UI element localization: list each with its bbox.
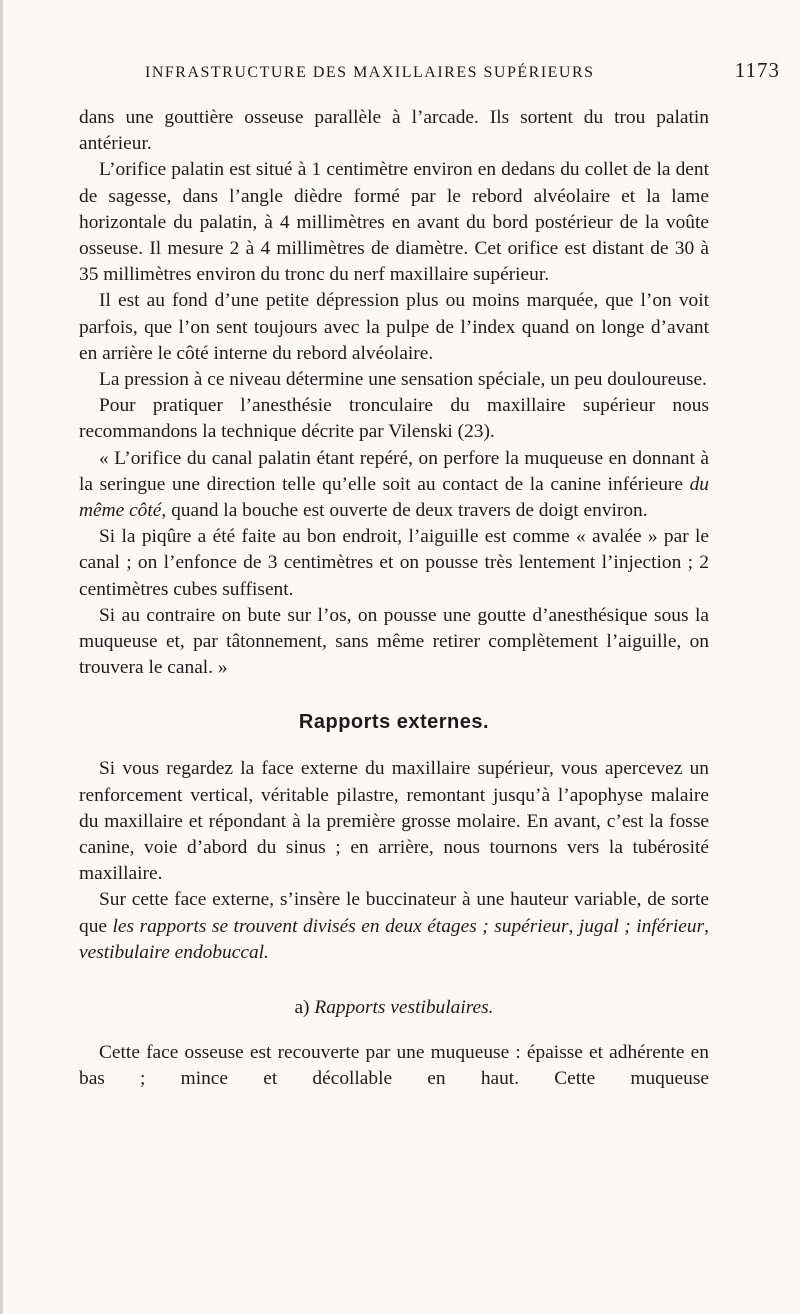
paragraph-8: Si au contraire on bute sur l’os, on pousse une goutte d’anesthésique sous la muqueuse et, par tâtonnement, sans même retirer complètement l’aiguille, on trouvera le canal. » (79, 604, 709, 679)
paragraph-10 (79, 887, 709, 966)
paragraph-6-italic: du même côté (79, 473, 709, 522)
page-number: 1173 (734, 58, 780, 82)
paragraph-11: Cette face osseuse est recouverte par une muqueuse : épaisse et adhérente en bas ; mince et décollable en haut. Cette muqueuse (79, 1042, 709, 1090)
subsection-title: Rapports vestibulaires. (314, 997, 494, 1019)
paragraph-3: Il est au fond d’une petite dépression plus ou moins marquée, que l’on voit parfois, que l’on sent toujours avec la pulpe de l’index quand on longe d’avant en arrière le côté interne du rebord alvéolaire. (79, 290, 709, 364)
paragraph-6 (79, 446, 709, 525)
paragraph-7: Si la piqûre a été faite au bon endroit, l’aiguille est comme « avalée » par le canal ; on l’enfonce de 3 centimètres et on pousse très lentement l’injection ; 2 centimètres cubes suffisent. (79, 526, 709, 600)
subsection-heading (79, 996, 709, 1020)
running-title: INFRASTRUCTURE DES MAXILLAIRES SUPÉRIEURS (145, 64, 595, 81)
section-heading: Rapports externes. (298, 711, 490, 734)
paragraph-1: dans une gouttière osseuse parallèle à l’arcade. Ils sortent du trou palatin antérieur. (79, 107, 709, 155)
paragraph-10-text-c: , (704, 915, 709, 937)
paragraph-10-italic-1: les rapports se trouvent divisés en deux étages ; supérieur (112, 915, 569, 937)
paragraph-10-text-a: Sur cette face externe, s’insère le buccinateur à une hauteur variable, de sorte que (79, 889, 709, 937)
paragraph-6-text-b: , quand la bouche est ouverte de deux travers de doigt environ. (161, 500, 648, 522)
subsection-label: a) (294, 997, 315, 1019)
paragraph-9: Si vous regardez la face externe du maxillaire supérieur, vous apercevez un renforcement vertical, véritable pilastre, remontant jusqu’à l’apophyse malaire du maxillaire et répondant à la première grosse molaire. En avant, c’est la fosse canine, voie d’abord du sinus ; en arrière, nous tournons vers la tubérosité maxillaire. (79, 758, 709, 885)
paragraph-5: Pour pratiquer l’anesthésie tronculaire du maxillaire supérieur nous recommandons la technique décrite par Vilenski (23). (79, 395, 709, 443)
paragraph-10-text-b: , (568, 915, 579, 937)
paragraph-10-italic-3: vestibulaire endobuccal. (79, 941, 269, 963)
paragraph-6-text-a: « L’orifice du canal palatin étant repéré, on perfore la muqueuse en donnant à la seringue une direction telle qu’elle soit au contact de la canine inférieure (79, 447, 709, 495)
paragraph-2: L’orifice palatin est situé à 1 centimètre environ en dedans du collet de la dent de sagesse, dans l’angle dièdre formé par le rebord alvéolaire et la lame horizontale du palatin, à 4 millimètres en avant du bord postérieur de la voûte osseuse. Il mesure 2 à 4 millimètres de diamètre. Cet orifice est distant de 30 à 35 millimètres environ du tronc du nerf maxillaire supérieur. (79, 159, 709, 286)
body-text (79, 105, 709, 1295)
page-header (145, 58, 780, 83)
paragraph-4: La pression à ce niveau détermine une sensation spéciale, un peu douloureuse. (99, 369, 707, 391)
paragraph-10-italic-2: jugal ; inférieur (578, 915, 705, 937)
